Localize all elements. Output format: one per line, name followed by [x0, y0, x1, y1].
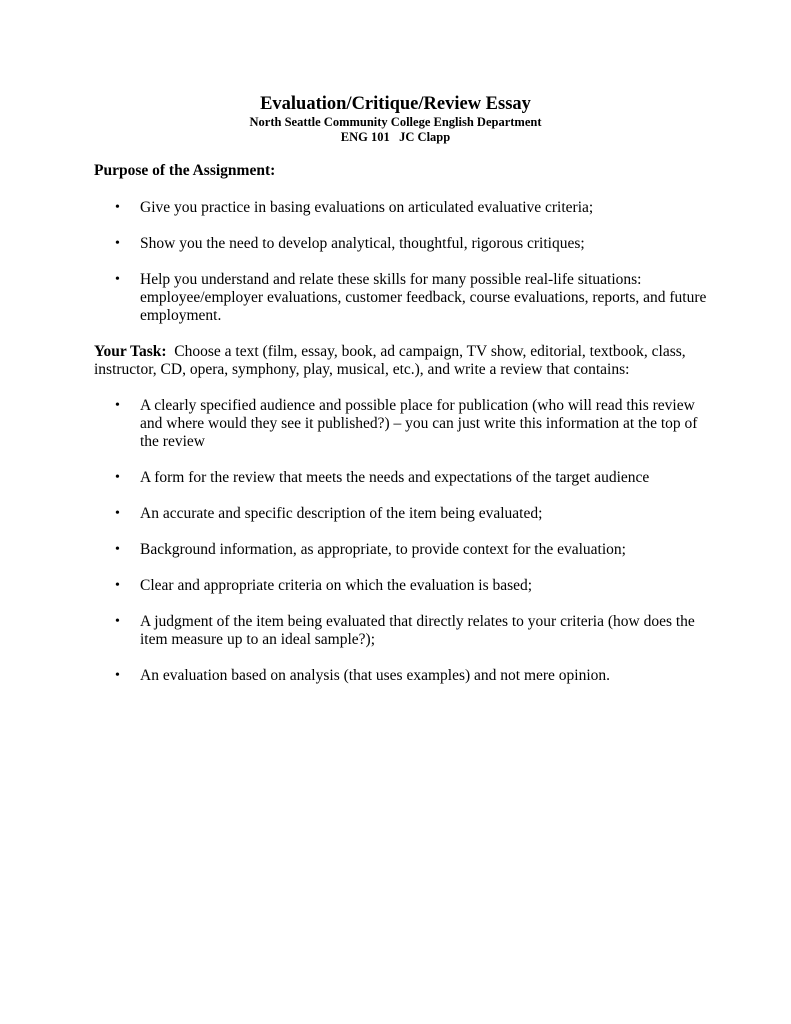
- bullet-icon: •: [115, 236, 120, 251]
- department-line: North Seattle Community College English Department: [249, 115, 542, 129]
- list-item-text: An evaluation based on analysis (that uses examples) and not mere opinion.: [140, 667, 611, 684]
- list-item-text: An accurate and specific description of the item being evaluated;: [140, 505, 543, 522]
- bullet-icon: •: [115, 398, 120, 413]
- list-item: [94, 469, 714, 487]
- list-item: [94, 397, 714, 451]
- list-item: [94, 541, 714, 559]
- list-item: [94, 271, 714, 325]
- bullet-icon: •: [115, 668, 120, 683]
- bullet-icon: •: [115, 470, 120, 485]
- bullet-icon: •: [115, 272, 120, 287]
- list-item-text: A judgment of the item being evaluated that directly relates to your criteria (how does the item measure up to an ideal sample?);: [140, 613, 695, 648]
- task-label: Your Task:: [94, 343, 167, 360]
- list-item: [94, 235, 714, 253]
- list-item-text: Give you practice in basing evaluations on articulated evaluative criteria;: [140, 199, 594, 216]
- course-line: ENG 101 JC Clapp: [340, 130, 451, 144]
- list-item-text: Background information, as appropriate, to provide context for the evaluation;: [140, 541, 626, 558]
- purpose-heading: Purpose of the Assignment:: [94, 162, 276, 179]
- bullet-icon: •: [115, 614, 120, 629]
- list-item: [94, 667, 714, 685]
- bullet-icon: •: [115, 200, 120, 215]
- list-item-text: Clear and appropriate criteria on which the evaluation is based;: [140, 577, 533, 594]
- list-item: [94, 613, 714, 649]
- task-paragraph: [94, 343, 706, 379]
- list-item: [94, 577, 714, 595]
- list-item-text: A clearly specified audience and possible place for publication (who will read this review and where would they see it published?) – you can just write this information at the top of the review: [140, 397, 698, 450]
- document-header: [0, 93, 791, 145]
- document-title: Evaluation/Critique/Review Essay: [260, 94, 531, 114]
- bullet-icon: •: [115, 506, 120, 521]
- task-list: [94, 397, 714, 703]
- list-item-text: Help you understand and relate these skills for many possible real-life situations: employee/employer evaluations, customer feedback, course evaluations, reports, and future employment.: [140, 271, 707, 324]
- bullet-icon: •: [115, 542, 120, 557]
- list-item: [94, 505, 714, 523]
- task-text: Choose a text (film, essay, book, ad campaign, TV show, editorial, textbook, class, instructor, CD, opera, symphony, play, musical, etc.), and write a review that contains:: [94, 343, 686, 378]
- list-item-text: Show you the need to develop analytical, thoughtful, rigorous critiques;: [140, 235, 585, 252]
- bullet-icon: •: [115, 578, 120, 593]
- purpose-list: [94, 199, 714, 343]
- list-item-text: A form for the review that meets the needs and expectations of the target audience: [140, 469, 650, 486]
- list-item: [94, 199, 714, 217]
